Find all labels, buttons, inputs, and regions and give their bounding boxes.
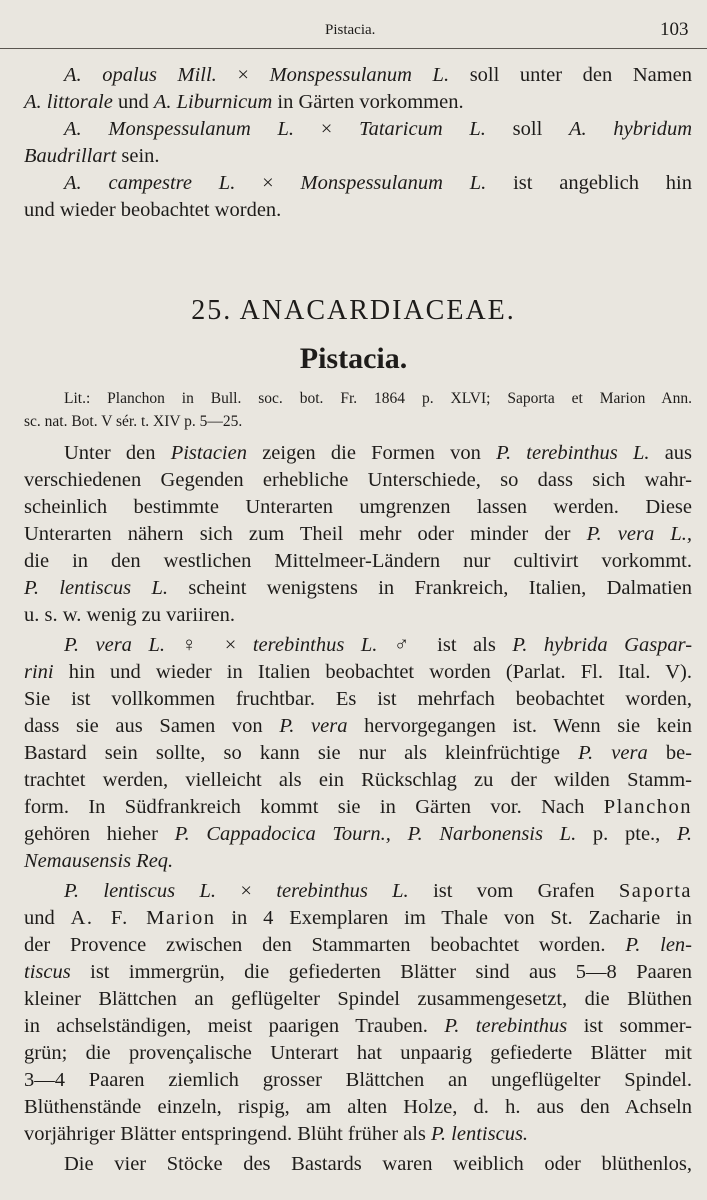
text-line: A. Monspessulanum L. × Tataricum L. soll A. hybridum <box>64 118 692 140</box>
text-line: scheinlich bestimmte Unterarten umgrenzen lassen werden. Diese <box>24 496 692 518</box>
text-line: der Provence zwischen den Stammarten beobachtet worden. P. len- <box>24 934 692 956</box>
text-line: die in den westlichen Mittelmeer-Ländern nur cultivirt vorkommt. <box>24 550 692 572</box>
text-line: Baudrillart sein. <box>24 145 160 167</box>
text-line: A. littorale und A. Liburnicum in Gärten vorkommen. <box>24 91 464 113</box>
text-line: verschiedenen Gegenden erhebliche Unterschiede, so dass sich wahr- <box>24 469 692 491</box>
text-line: Bastard sein sollte, so kann sie nur als kleinfrüchtige P. vera be- <box>24 742 693 764</box>
page-number: 103 <box>660 19 689 40</box>
running-header <box>0 18 707 49</box>
text-line: und wieder beobachtet worden. <box>24 199 282 221</box>
text-line: Unterarten nähern sich zum Theil mehr oder minder der P. vera L., <box>24 523 692 545</box>
text-line: Nemausensis Req. <box>24 850 174 872</box>
text-line: in achselständigen, meist paarigen Trauben. P. terebinthus ist sommer- <box>24 1015 692 1037</box>
text-line: form. In Südfrankreich kommt sie in Gärten vor. Nach Planchon <box>24 796 692 818</box>
running-title: Pistacia. <box>325 22 376 38</box>
literature-line: Lit.: Planchon in Bull. soc. bot. Fr. 1864 p. XLVI; Saporta et Marion Ann. <box>64 390 692 407</box>
text-line: Die vier Stöcke des Bastards waren weiblich oder blüthenlos, <box>64 1153 692 1175</box>
text-line: und A. F. Marion in 4 Exemplaren im Thale von St. Zacharie in <box>24 907 692 929</box>
text-line: dass sie aus Samen von P. vera hervorgegangen ist. Wenn sie kein <box>24 715 693 737</box>
literature-line: sc. nat. Bot. V sér. t. XIV p. 5—25. <box>24 413 243 430</box>
text-line: Sie ist vollkommen fruchtbar. Es ist mehrfach beobachtet worden, <box>24 688 692 710</box>
text-line: gehören hieher P. Cappadocica Tourn., P. Narbonensis L. p. pte., P. <box>24 823 693 845</box>
text-line: Unter den Pistacien zeigen die Formen von P. terebinthus L. aus <box>64 442 693 464</box>
text-line: tiscus ist immergrün, die gefiederten Blätter sind aus 5—8 Paaren <box>24 961 692 983</box>
chapter-title: 25. ANACARDIACEAE. <box>191 295 516 326</box>
text-line: trachtet werden, vielleicht als ein Rückschlag zu der wilden Stamm- <box>24 769 692 791</box>
text-line: u. s. w. wenig zu variiren. <box>24 604 236 626</box>
text-line: P. vera L. ♀ × terebinthus L. ♂ ist als P. hybrida Gaspar- <box>64 634 693 656</box>
text-line: Blüthenstände einzeln, rispig, am alten Holze, d. h. aus den Achseln <box>24 1096 692 1118</box>
text-line: 3—4 Paaren ziemlich grosser Blättchen an ungeflügelter Spindel. <box>24 1069 692 1091</box>
text-line: rini hin und wieder in Italien beobachtet worden (Parlat. Fl. Ital. V). <box>24 661 692 683</box>
text-line: A. campestre L. × Monspessulanum L. ist angeblich hin <box>64 172 692 194</box>
text-line: P. lentiscus L. × terebinthus L. ist vom Grafen Saporta <box>64 880 693 902</box>
text-line: grün; die provençalische Unterart hat unpaarig gefiederte Blätter mit <box>24 1042 692 1064</box>
genus-title: Pistacia. <box>299 342 408 375</box>
text-line: vorjähriger Blätter entspringend. Blüht früher als P. lentiscus. <box>24 1123 529 1145</box>
text-line: kleiner Blättchen an geflügelter Spindel zusammengesetzt, die Blüthen <box>24 988 692 1010</box>
text-line: P. lentiscus L. scheint wenigstens in Frankreich, Italien, Dalmatien <box>24 577 693 599</box>
text-line: A. opalus Mill. × Monspessulanum L. soll unter den Namen <box>64 64 693 86</box>
